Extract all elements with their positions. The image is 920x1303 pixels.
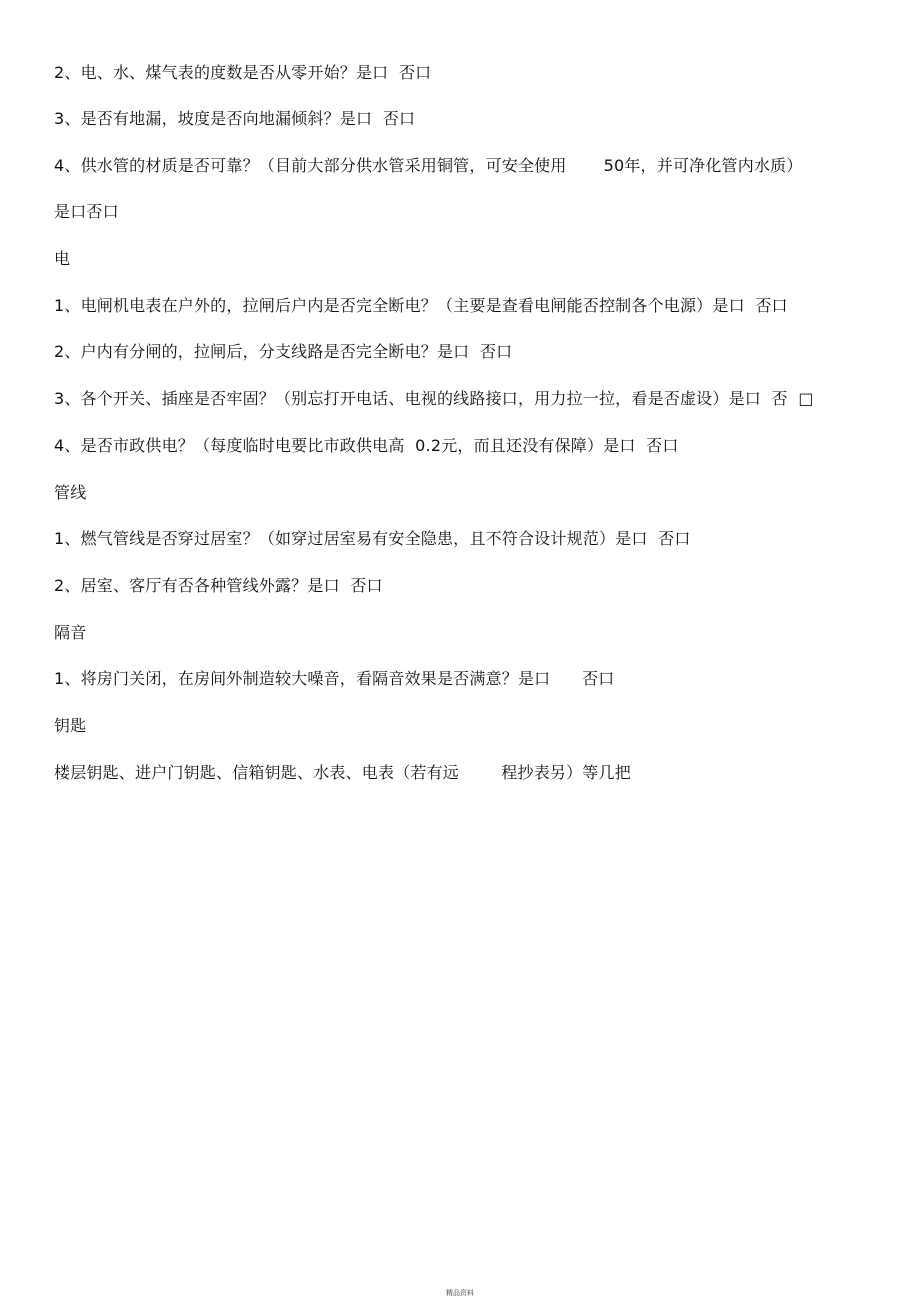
checklist-item-main-switch: 1、电闸机电表在户外的，拉闸后户内是否完全断电？（主要是查看电闸能否控制各个电源）是口 否口 (54, 296, 788, 315)
section-heading-keys: 钥匙 (54, 716, 87, 735)
section-heading-pipelines: 管线 (54, 483, 87, 502)
checklist-item-branch-switch: 2、户内有分闸的，拉闸后，分支线路是否完全断电？是口 否口 (54, 342, 513, 361)
keys-list: 楼层钥匙、进户门钥匙、信箱钥匙、水表、电表（若有远 程抄表另）等几把 (54, 763, 631, 782)
section-heading-sound-insulation: 隔音 (54, 623, 87, 642)
checklist-item-municipal-power: 4、是否市政供电？（每度临时电要比市政供电高 0.2元，而且还没有保障）是口 否口 (54, 436, 679, 455)
checklist-item-floor-drain: 3、是否有地漏，坡度是否向地漏倾斜？是口 否口 (54, 109, 416, 128)
checklist-item-gas-line: 1、燃气管线是否穿过居室？（如穿过居室易有安全隐患，且不符合设计规范）是口 否口 (54, 529, 691, 548)
checklist-item-exposed-lines: 2、居室、客厅有否各种管线外露？是口 否口 (54, 576, 383, 595)
page-footer: 精品资料 (446, 1289, 474, 1297)
checklist-item-water-pipe-answer: 是口否口 (54, 202, 119, 221)
checklist-item-noise-test: 1、将房门关闭，在房间外制造较大噪音，看隔音效果是否满意？是口 否口 (54, 669, 615, 688)
checklist-item-water-pipe: 4、供水管的材质是否可靠？（目前大部分供水管采用铜管，可安全使用 50年，并可净化管内水质） (54, 156, 803, 175)
section-heading-electricity: 电 (54, 249, 71, 268)
checklist-item-outlets: 3、各个开关、插座是否牢固？（别忘打开电话、电视的线路接口，用力拉一拉，看是否虚设）是口 否 □ (54, 389, 814, 408)
checklist-item-meter-reading: 2、电、水、煤气表的度数是否从零开始？是口 否口 (54, 63, 432, 82)
